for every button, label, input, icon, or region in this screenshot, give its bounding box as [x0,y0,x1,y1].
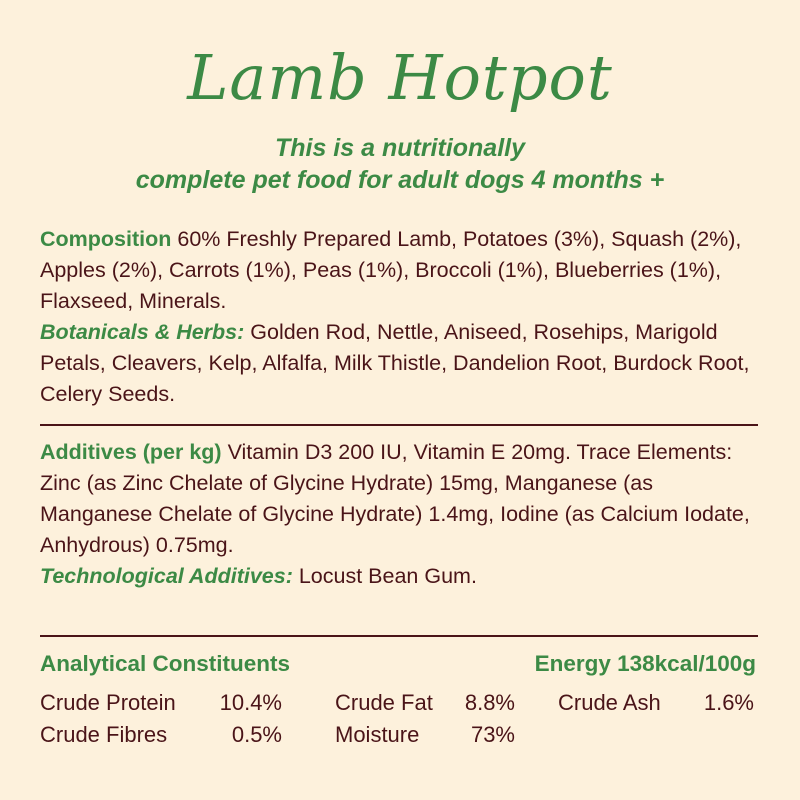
analytical-header [40,648,756,680]
section-divider [40,635,758,637]
composition-section [40,224,760,410]
nutrient-value: 73% [470,722,515,747]
page-title: Lamb Hotpot [187,41,613,114]
nutrient-value: 0.5% [231,722,282,747]
subtitle [0,132,800,196]
energy-value: Energy 138kcal/100g [534,651,756,676]
analytical-heading: Analytical Constituents [40,651,291,676]
subtitle-line-2: complete pet food for adult dogs 4 months + [135,166,665,194]
technological-additives-text: Locust Bean Gum. [298,564,477,588]
composition-heading: Composition [40,227,172,251]
nutrient-label: Moisture [335,722,420,747]
nutrient-label: Crude Fibres [40,722,168,747]
additives-text: Vitamin D3 200 IU, Vitamin E 20mg. Trace Elements: Zinc (as Zinc Chelate of Glycine Hydrate) 15mg, Manganese (as Manganese Chelate of Glycine Hydrate) 1.4mg, Iodine (as Calcium Iodate, Anhydrous) 0.75mg. [40,440,750,557]
nutrient-value: 8.8% [464,690,515,715]
additives-section [40,437,760,592]
technological-additives-heading: Technological Additives: [40,564,293,588]
nutrient-label: Crude Ash [558,690,661,715]
nutrient-value: 10.4% [219,690,282,715]
additives-heading: Additives (per kg) [40,440,222,464]
nutrient-label: Crude Fat [335,690,433,715]
composition-text: 60% Freshly Prepared Lamb, Potatoes (3%), Squash (2%), Apples (2%), Carrots (1%), Peas (1%), Broccoli (1%), Blueberries (1%), Flaxseed, Minerals. [40,227,742,313]
nutrient-label: Crude Protein [40,690,176,715]
subtitle-line-1: This is a nutritionally [274,134,526,162]
botanicals-text: Golden Rod, Nettle, Aniseed, Rosehips, Marigold Petals, Cleavers, Kelp, Alfalfa, Milk Thistle, Dandelion Root, Burdock Root, Celery Seeds. [40,320,750,406]
section-divider [40,424,758,426]
botanicals-heading: Botanicals & Herbs: [40,320,245,344]
nutrient-value: 1.6% [703,690,754,715]
